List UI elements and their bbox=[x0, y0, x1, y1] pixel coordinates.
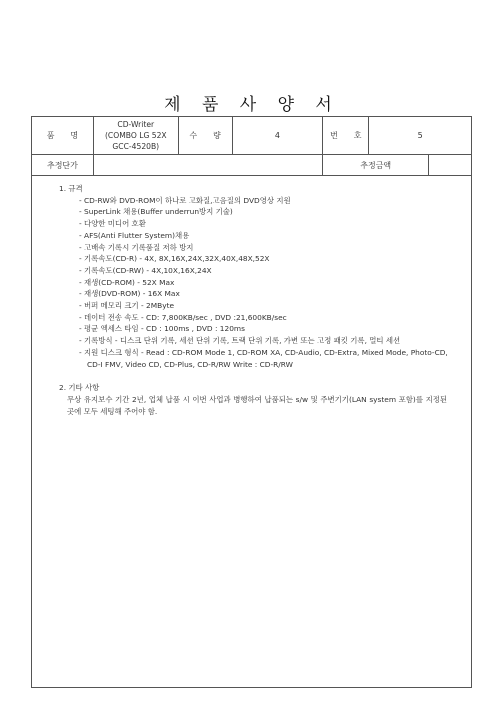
document-title: 제 품 사 양 서 bbox=[164, 95, 340, 115]
spec-item: - 고배속 기록시 기록품질 저하 방지 bbox=[79, 242, 194, 252]
number-value: 5 bbox=[369, 117, 472, 155]
spec-item: - CD-RW와 DVD-ROM이 하나로 고화질,고음질의 DVD영상 지원 bbox=[79, 195, 291, 205]
unit-price-value bbox=[93, 155, 322, 176]
amount-value bbox=[429, 155, 472, 176]
spec-item: - 기록방식 - 디스크 단위 기록, 세션 단위 기록, 트랙 단위 기록, 가변 또는 고정 패킷 기록, 멀티 세션 bbox=[79, 336, 401, 346]
spec-item: - AFS(Anti Flutter System)채용 bbox=[79, 230, 190, 240]
document-content bbox=[59, 183, 454, 418]
other-section-text: 무상 유지보수 기간 2년, 업체 납품 시 이번 사업과 병행하여 납품되는 s/w 및 주변기기(LAN system 포함)를 지정된 곳에 모두 세팅해 주어야 함. bbox=[67, 394, 447, 416]
product-line-2: (COMBO LG 52X bbox=[104, 131, 167, 140]
spec-item: - 버퍼 메모리 크기 - 2MByte bbox=[79, 301, 175, 311]
quantity-label: 수 량 bbox=[178, 117, 232, 155]
spec-item: - 기록속도(CD-R) - 4X, 8X,16X,24X,32X,40X,48X,52X bbox=[79, 254, 270, 264]
quantity-value: 4 bbox=[232, 117, 323, 155]
spec-section-title: 1. 규격 bbox=[59, 184, 83, 193]
product-line-3: GCC-4520B) bbox=[112, 142, 160, 151]
spec-item: - 데이터 전송 속도 - CD: 7,800KB/sec , DVD :21,600KB/sec bbox=[79, 312, 287, 322]
unit-price-label: 추정단가 bbox=[32, 155, 94, 176]
product-line-1: CD-Writer bbox=[117, 120, 155, 129]
header-table bbox=[31, 116, 472, 176]
spec-item: - 다양한 미디어 호환 bbox=[79, 219, 146, 229]
number-label: 번 호 bbox=[323, 117, 369, 155]
product-label: 품 명 bbox=[32, 117, 94, 155]
other-section-title: 2. 기타 사항 bbox=[59, 383, 100, 393]
spec-item: - 평균 엑세스 타임 - CD : 100ms , DVD : 120ms bbox=[79, 324, 245, 334]
spec-item: - 재생(CD-ROM) - 52X Max bbox=[79, 277, 175, 287]
product-value bbox=[93, 117, 178, 155]
spec-item: - 지원 디스크 형식 - Read : CD-ROM Mode 1, CD-ROM XA, CD-Audio, CD-Extra, Mixed Mode, Photo-CD, CD-I FMV, Video CD, CD-Plus, CD-R/RW Write : CD-R/RW bbox=[79, 347, 448, 369]
spec-item: - SuperLink 채용(Buffer underrun방지 기술) bbox=[79, 207, 233, 217]
spec-item: - 기록속도(CD-RW) - 4X,10X,16X,24X bbox=[79, 265, 212, 275]
amount-label: 추정금액 bbox=[323, 155, 429, 176]
spec-item: - 재생(DVD-ROM) - 16X Max bbox=[79, 289, 180, 299]
